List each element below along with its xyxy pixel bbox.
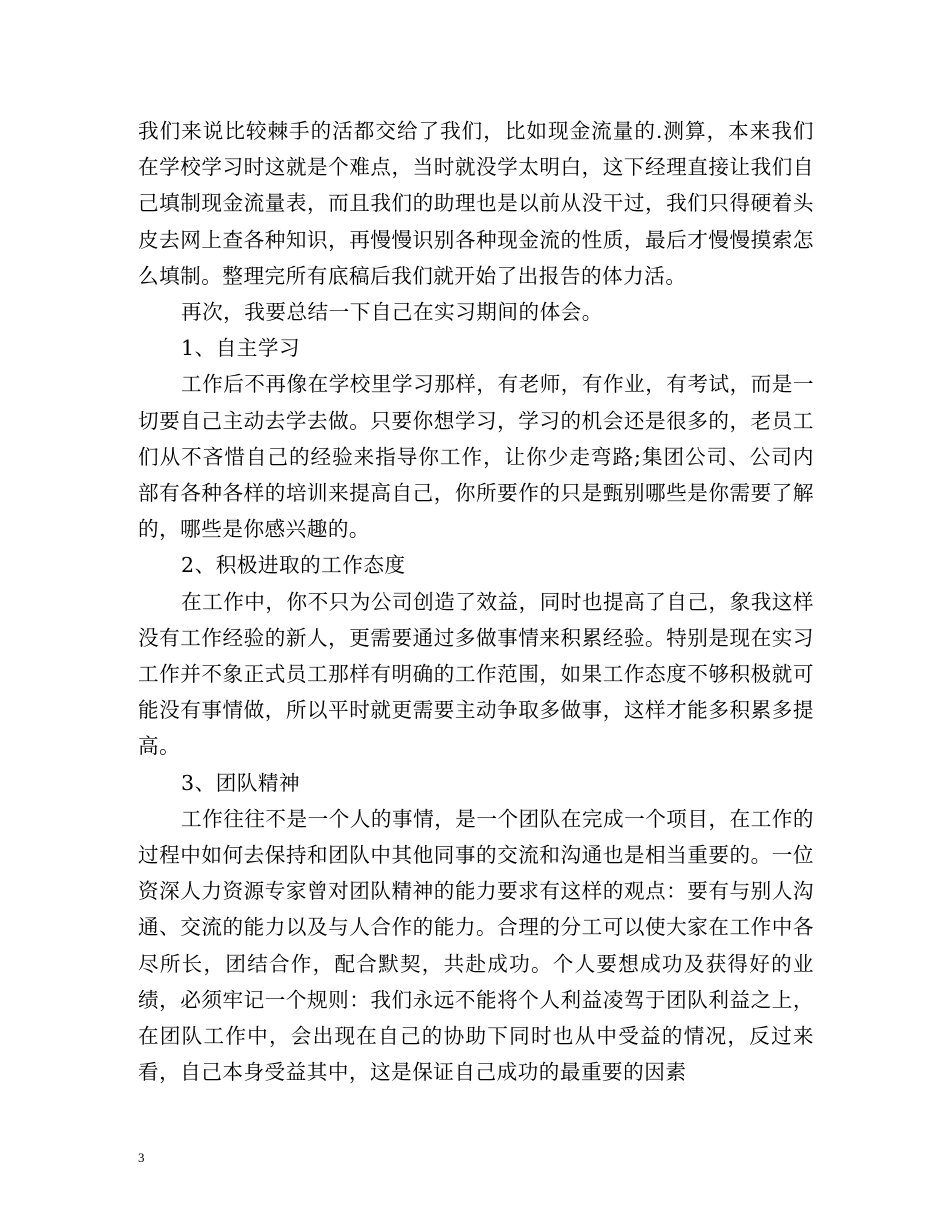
heading-team-spirit: 3、团队精神	[181, 770, 301, 795]
heading-self-learning: 1、自主学习	[181, 336, 301, 361]
document-body	[138, 113, 814, 1090]
paragraph-work-attitude: 在工作中，你不只为公司创造了效益，同时也提高了自己，象我这样没有工作经验的新人，更需要通过多做事情来积累经验。特别是现在实习工作并不象正式员工那样有明确的工作范围，如果工作态度不够积极就可能没有事情做，所以平时就更需要主动争取多做事，这样才能多积累多提高。	[138, 589, 814, 759]
paragraph-self-learning: 工作后不再像在学校里学习那样，有老师，有作业，有考试，而是一切要自己主动去学去做。只要你想学习，学习的机会还是很多的，老员工们从不吝惜自己的经验来指导你工作，让你少走弯路;集团公司、公司内部有各种各样的培训来提高自己，你所要作的只是甄别哪些是你需要了解的，哪些是你感兴趣的。	[138, 372, 814, 542]
paragraph-continued: 我们来说比较棘手的活都交给了我们，比如现金流量的.测算，本来我们在学校学习时这就是个难点，当时就没学太明白，这下经理直接让我们自己填制现金流量表，而且我们的助理也是以前从没干过，我们只得硬着头皮去网上查各种知识，再慢慢识别各种现金流的性质，最后才慢慢摸索怎么填制。整理完所有底稿后我们就开始了出报告的体力活。	[138, 119, 814, 288]
page-number: 3	[138, 1150, 145, 1165]
paragraph-summary-intro: 再次，我要总结一下自己在实习期间的体会。	[181, 300, 603, 325]
heading-work-attitude: 2、积极进取的工作态度	[181, 553, 406, 578]
paragraph-team-spirit: 工作往往不是一个人的事情，是一个团队在完成一个项目，在工作的过程中如何去保持和团队中其他同事的交流和沟通也是相当重要的。一位资深人力资源专家曾对团队精神的能力要求有这样的观点：要有与别人沟通、交流的能力以及与人合作的能力。合理的分工可以使大家在工作中各尽所长，团结合作，配合默契，共赴成功。个人要想成功及获得好的业绩，必须牢记一个规则：我们永远不能将个人利益凌驾于团队利益之上，在团队工作中，会出现在自己的协助下同时也从中受益的情况，反过来看，自己本身受益其中，这是保证自己成功的最重要的因素	[138, 806, 814, 1085]
